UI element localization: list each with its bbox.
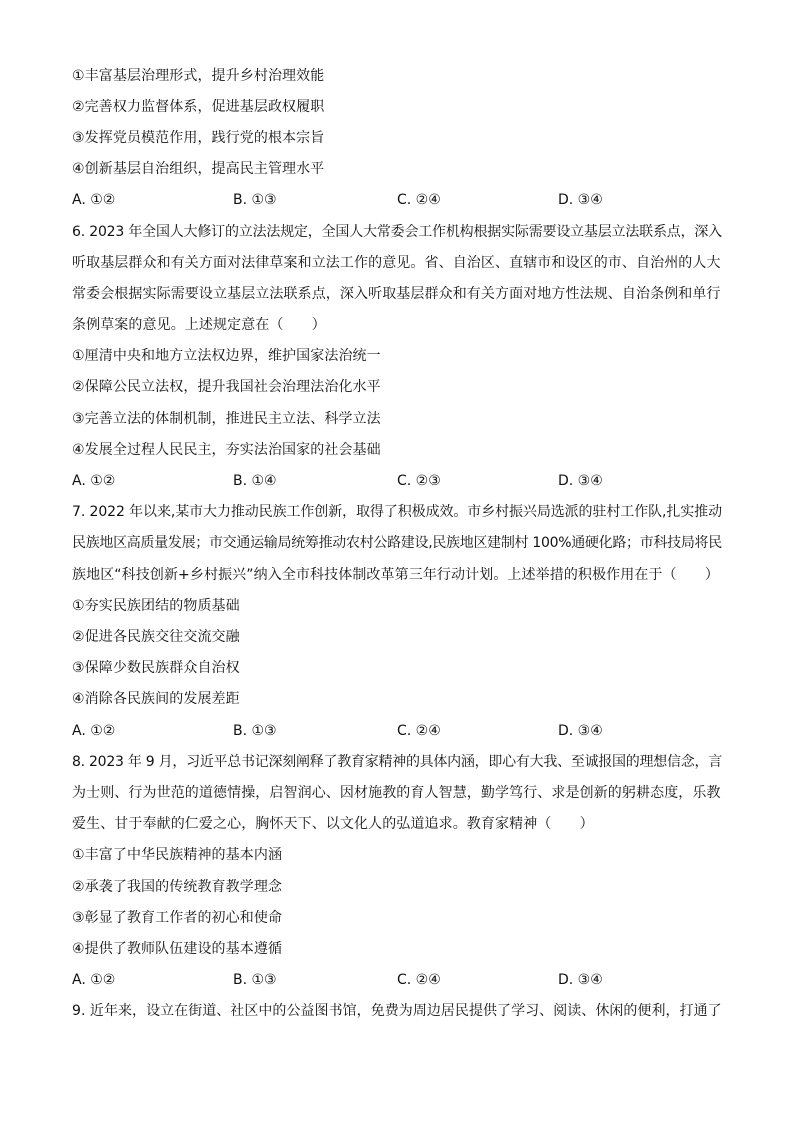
q6-statement-1: ①厘清中央和地方立法权边界，维护国家法治统一 — [72, 348, 381, 364]
q8-option-d: D. ③④ — [558, 972, 603, 988]
q8-option-c: C. ②④ — [397, 972, 441, 988]
q5-statement-1: ①丰富基层治理形式，提升乡村治理效能 — [72, 68, 325, 84]
q6-option-a: A. ①② — [72, 473, 116, 489]
q6-stem-line-4: 条例草案的意见。上述规定意在（ ） — [72, 317, 326, 333]
q8-option-b: B. ①③ — [233, 972, 277, 988]
q6-option-d: D. ③④ — [558, 473, 603, 489]
q6-stem-line-1: 6. 2023 年全国人大修订的立法法规定，全国人大常委会工作机构根据实际需要设立基层立法联系点，深入 — [72, 224, 722, 240]
q7-statement-2: ②促进各民族交往交流交融 — [72, 629, 240, 645]
q7-statement-4: ④消除各民族间的发展差距 — [72, 691, 240, 707]
q7-statement-3: ③保障少数民族群众自治权 — [72, 660, 240, 676]
q7-options — [72, 721, 722, 741]
q5-statement-3: ③发挥党员模范作用，践行党的根本宗旨 — [72, 130, 325, 146]
q8-statement-1: ①丰富了中华民族精神的基本内涵 — [72, 847, 283, 863]
q7-stem-line-2: 民族地区高质量发展；市交通运输局统筹推动农村公路建设,民族地区建制村 100%通硬化路；市科技局将民 — [72, 535, 722, 551]
q5-option-c: C. ②④ — [397, 192, 441, 208]
q5-option-d: D. ③④ — [558, 192, 603, 208]
q8-stem-line-1: 8. 2023 年 9 月，习近平总书记深刻阐释了教育家精神的具体内涵，即心有大我、至诚报国的理想信念，言 — [72, 754, 722, 770]
q6-option-c: C. ②③ — [397, 473, 441, 489]
q6-statement-3: ③完善立法的体制机制，推进民主立法、科学立法 — [72, 411, 381, 427]
q5-option-b: B. ①③ — [233, 192, 277, 208]
q5-option-a: A. ①② — [72, 192, 116, 208]
q9-stem-line-1: 9. 近年来，设立在街道、社区中的公益图书馆，免费为周边居民提供了学习、阅读、休闲的便利，打通了 — [72, 1003, 722, 1019]
q6-stem-line-3: 常委会根据实际需要设立基层立法联系点，深入听取基层群众和有关方面对地方性法规、自治条例和单行 — [72, 286, 721, 302]
q7-stem-line-1: 7. 2022 年以来,某市大力推动民族工作创新，取得了积极成效。市乡村振兴局选派的驻村工作队,扎实推动 — [72, 504, 722, 520]
q6-option-b: B. ①④ — [233, 473, 277, 489]
q5-statement-4: ④创新基层自治组织，提高民主管理水平 — [72, 161, 325, 177]
q6-statement-4: ④发展全过程人民民主，夯实法治国家的社会基础 — [72, 442, 381, 458]
q6-statement-2: ②保障公民立法权，提升我国社会治理法治化水平 — [72, 379, 381, 395]
q5-statement-2: ②完善权力监督体系，促进基层政权履职 — [72, 99, 325, 115]
q6-options — [72, 471, 722, 491]
q8-statement-2: ②承袭了我国的传统教育教学理念 — [72, 879, 283, 895]
q8-stem-line-3: 爱生、甘于奉献的仁爱之心，胸怀天下、以文化人的弘道追求。教育家精神（ ） — [72, 816, 594, 832]
q5-options — [72, 190, 722, 210]
q7-option-c: C. ②④ — [397, 723, 441, 739]
q8-statement-3: ③彰显了教育工作者的初心和使命 — [72, 910, 283, 926]
q8-statement-4: ④提供了教师队伍建设的基本遵循 — [72, 941, 283, 957]
q7-option-d: D. ③④ — [558, 723, 603, 739]
q8-option-a: A. ①② — [72, 972, 116, 988]
q7-option-b: B. ①③ — [233, 723, 277, 739]
q7-statement-1: ①夯实民族团结的物质基础 — [72, 598, 240, 614]
q7-option-a: A. ①② — [72, 723, 116, 739]
q8-options — [72, 970, 722, 990]
q7-stem-line-3: 族地区“科技创新+乡村振兴”纳入全市科技体制改革第三年行动计划。上述举措的积极作用在于（ ） — [72, 567, 719, 583]
q8-stem-line-2: 为士则、行为世范的道德情操，启智润心、因材施教的育人智慧，勤学笃行、求是创新的躬耕态度，乐教 — [72, 785, 721, 801]
q6-stem-line-2: 听取基层群众和有关方面对法律草案和立法工作的意见。省、自治区、直辖市和设区的市、自治州的人大 — [72, 255, 721, 271]
